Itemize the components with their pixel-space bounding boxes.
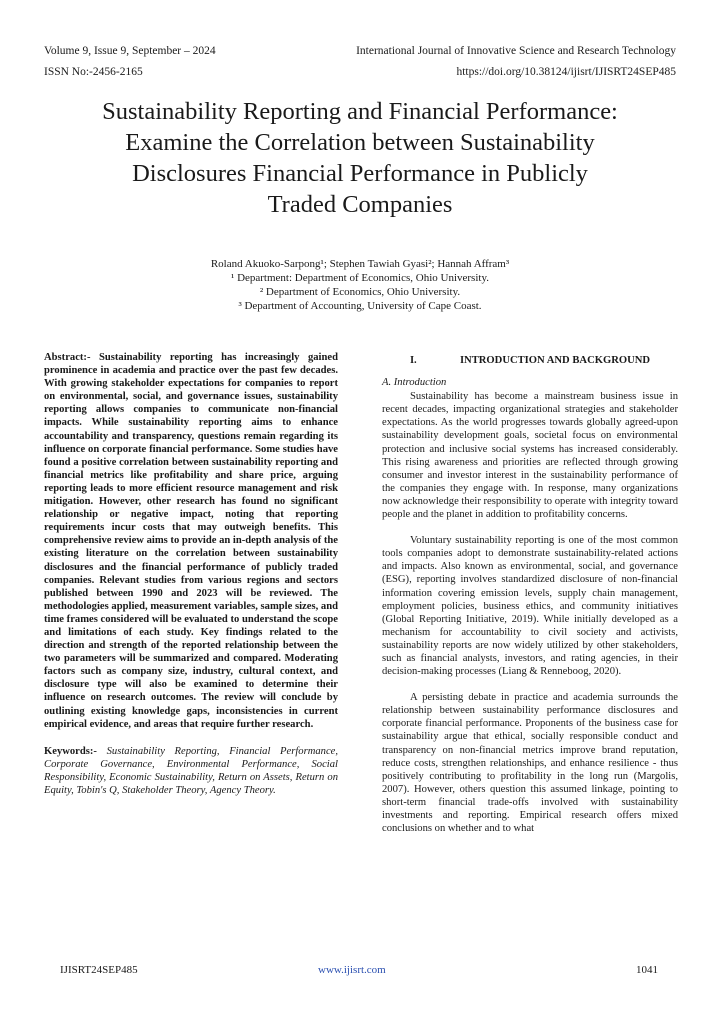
section-number: I. [409, 355, 417, 366]
abstract: Abstract:- Sustainability reporting has increasingly gained prominence in academia and practice over the past few decades. With growing stakeholder expectations for companies to report on environmental, social, and governance issues, sustainability reporting allows companies to communicate non-financial impacts. While sustainability reporting aims to enhance accountability and transparency, questions remain regarding its influence on corporate financial performance. Some studies have found a positive correlation between sustainability reporting and financial metrics like profitability and share price, arguing reporting leads to more efficient resource management and risk mitigation. However, other research has found no significant relationship or negative impact, noting that reporting requirements incur costs that may outweigh benefits. This comprehensive review aims to provide an in-depth analysis of the existing literature on the correlation between sustainability disclosures and the financial performance of publicly traded companies. Relevant studies from various regions and sectors published between 1990 and 2023 will be reviewed. The methodologies applied, measurement variables, sample sizes, and time frames considered will be evaluated to understand the scope and limitations of each study. Key findings related to the direction and strength of the reported relationship between the two parameters will be summarized and compared. Moderating factors such as company size, industry, cultural context, and disclosure type will also be examined to determine their influence on research outcomes. The review will conclude by outlining existing knowledge gaps, inconsistencies in current empirical evidence, and areas that require further research. [44, 352, 338, 730]
keywords-label: Keywords:- [44, 745, 97, 757]
paragraph: A persisting debate in practice and academia surrounds the relationship between sustainability performance disclosures and corporate financial performance. Proponents of the business case for sustainability argue that ethical, socially responsible conduct and transparency on non-financial metrics improve brand reputation, reduce costs, strengthen relationships, and enhance resilience - thus positively contributing to profitability in the long run (Margolis, 2007). However, others question this assumed linkage, pointing to short-term financial trade-offs involved with sustainability investments and reporting. Empirical research offers mixed conclusions on whether and to what [382, 692, 678, 835]
header-doi[interactable]: https://doi.org/10.38124/ijisrt/IJISRT24SEP485 [456, 66, 676, 78]
header-issn: ISSN No:-2456-2165 [44, 66, 143, 78]
left-column [44, 351, 338, 797]
affiliation: ¹ Department: Department of Economics, Ohio University. [231, 272, 489, 284]
paper-title [30, 96, 690, 220]
title-line: Examine the Correlation between Sustainability [125, 129, 595, 156]
right-column [382, 351, 678, 848]
paragraph: Sustainability has become a mainstream business issue in recent decades, impacting organizational strategies and stakeholder expectations. As the world progresses towards globally agreed-upon sustainability development goals, societal focus on environmental protection and inclusive social systems has increased considerably. This rising awareness and priorities are reflected through growing consumer and investor interest in the sustainability performance of the companies they engage with. In response, many organizations now acknowledge their responsibility to operate with integrity toward people and the planet in addition to profitability concerns. [382, 391, 678, 521]
title-line: Sustainability Reporting and Financial Performance: [102, 98, 618, 125]
section-heading [382, 354, 678, 367]
title-line: Disclosures Financial Performance in Publicly [132, 160, 588, 187]
page-number: 1041 [636, 964, 658, 976]
author-names: Roland Akuoko-Sarpong¹; Stephen Tawiah Gyasi²; Hannah Affram³ [210, 258, 510, 270]
header-journal: International Journal of Innovative Science and Research Technology [356, 45, 676, 57]
author-block [60, 257, 660, 313]
header-volume: Volume 9, Issue 9, September – 2024 [44, 45, 216, 57]
affiliation: ³ Department of Accounting, University of Cape Coast. [238, 300, 482, 312]
paragraph: Voluntary sustainability reporting is one of the most common tools companies adopt to demonstrate sustainability-related actions and impacts. Also known as environmental, social, and governance (ESG), reporting involves standardized disclosure of non-financial information covering emission levels, supply chain management, employment policies, business ethics, and community initiatives (Global Reporting Initiative, 2019). While initially developed as a mechanism for accountability to civil society and activists, sustainability reports are now widely utilized by other stakeholders, such as financial analysts, investors, and rating agencies, in their decision-making processes (Liang & Renneboog, 2020). [382, 535, 678, 678]
footer-url[interactable]: www.ijisrt.com [318, 964, 386, 976]
footer-id: IJISRT24SEP485 [60, 964, 138, 976]
keywords [44, 745, 338, 797]
keywords-text: Sustainability Reporting, Financial Performance, Corporate Governance, Environmental Performance, Social Responsibility, Economic Sustainability, Return on Assets, Return on Equity, Tobin's Q, Stakeholder Theory, Agency Theory. [44, 745, 338, 796]
affiliation: ² Department of Economics, Ohio University. [259, 286, 461, 298]
title-line: Traded Companies [267, 191, 453, 218]
subsection-heading: A. Introduction [382, 377, 447, 389]
section-title: INTRODUCTION AND BACKGROUND [459, 355, 651, 366]
